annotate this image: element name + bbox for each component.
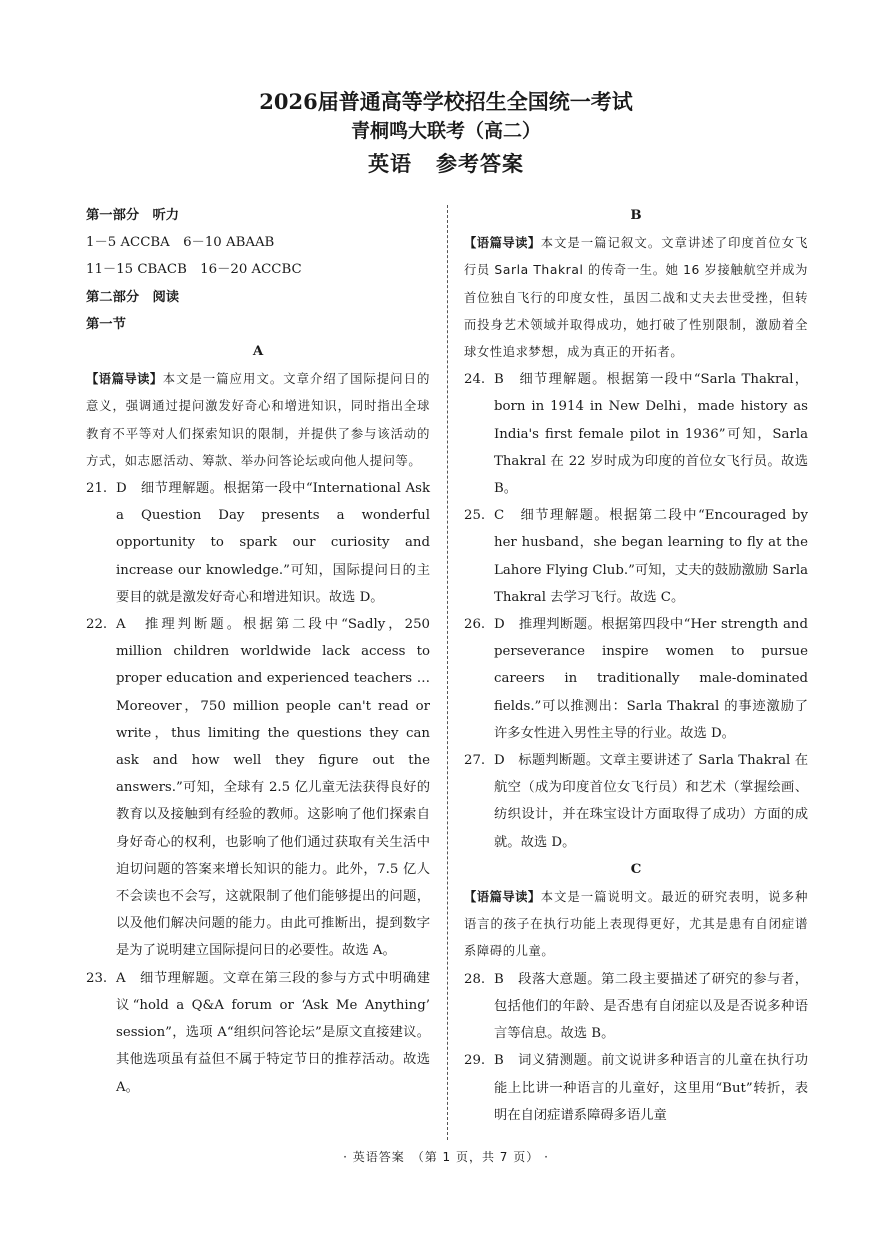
question-number: 24. [464,372,486,388]
listening-answers-2: 11－15 CBACB 16－20 ACCBC [86,262,302,278]
question-29 [464,1047,808,1129]
question-26 [464,611,808,747]
exam-title: 2026届普通高等学校招生全国统一考试 [259,89,633,114]
answer-text: B 段落大意题。第二段主要描述了研究的参与者，包括他们的年龄、是否患有自闭症以及是否说多种语言等信息。故选 B。 [494,971,808,1042]
passage-c-label: C [630,861,642,877]
guide-tag: 【语篇导读】 [464,889,541,905]
page-footer: · 英语答案 （第 1 页，共 7 页） · [343,1150,549,1164]
question-21 [86,475,430,611]
question-24 [464,366,808,502]
answer-text: B 细节理解题。根据第一段中“Sarla Thakral，born in 1914 in New Delhi，made history as India's first female pilot in 1936”可知，Sarla Thakral 在 22 岁时成为印度的首位女飞行员。故选 B。 [494,372,808,497]
section1-title: 第一节 [86,316,126,332]
right-column [464,202,808,1129]
subject-name: 英语 [368,151,412,176]
answer-text: C 细节理解题。根据第二段中“Encouraged by her husband，she began learning to fly at the Lahore Flying Club.”可知，丈夫的鼓励激励 Sarla Thakral 去学习飞行。故选 C。 [494,508,808,605]
question-number: 22. [86,617,108,633]
part2-title: 第二部分 阅读 [86,289,180,305]
guide-b-text: 本文是一篇记叙文。文章讲述了印度首位女飞行员 Sarla Thakral 的传奇一生。她 16 岁接触航空并成为首位独自飞行的印度女性，虽因二战和丈夫去世受挫，但转而投身艺术领域并取得成功，她打破了性别限制，激励着全球女性追求梦想，成为真正的开拓者。 [464,236,808,360]
answer-text: D 细节理解题。根据第一段中“International Ask a Question Day presents a wonderful opportunity to spark our curiosity and increase our knowledge.”可知，国际提问日的主要目的就是激发好奇心和增进知识。故选 D。 [116,481,430,605]
guide-tag: 【语篇导读】 [464,235,541,251]
question-number: 25. [464,508,486,524]
guide-b [464,229,808,366]
left-column [86,202,430,1101]
question-27 [464,747,808,856]
guide-tag: 【语篇导读】 [86,371,163,387]
question-23 [86,965,430,1101]
question-25 [464,502,808,611]
answer-text: D 推理判断题。根据第四段中“Her strength and perseverance inspire women to pursue careers in traditionally male-dominated fields.”可以推测出：Sarla Thakral 的事迹激励了许多女性进入男性主导的行业。故选 D。 [494,617,808,741]
guide-a-text: 本文是一篇应用文。文章介绍了国际提问日的意义，强调通过提问激发好奇心和增进知识，同时指出全球教育不平等对人们探索知识的限制，并提供了参与该活动的方式，如志愿活动、筹款、举办问答论坛或向他人提问等。 [86,372,430,468]
answer-text: A 细节理解题。文章在第三段的参与方式中明确建议“hold a Q&A forum or ‘Ask Me Anything’ session”，选项 A“组织问答论坛”是原文直接建议。其他选项虽有益但不属于特定节日的推荐活动。故选 A。 [116,970,430,1095]
guide-a [86,365,430,475]
passage-b-label: B [630,208,642,223]
subject-heading [0,148,892,178]
listening-answers-1: 1－5 ACCBA 6－10 ABAAB [86,235,275,251]
column-divider [447,205,448,1140]
question-28 [464,966,808,1048]
answer-key-label: 参考答案 [436,151,524,176]
answer-text: B 词义猜测题。前文说讲多种语言的儿童在执行功能上比讲一种语言的儿童好，这里用“But”转折，表明在自闭症谱系障碍多语儿童 [494,1053,808,1123]
answer-text: D 标题判断题。文章主要讲述了 Sarla Thakral 在航空（成为印度首位女飞行员）和艺术（掌握绘画、纺织设计，并在珠宝设计方面取得了成功）方面的成就。故选 D。 [494,753,808,850]
question-number: 29. [464,1053,486,1069]
guide-c-text: 本文是一篇说明文。最近的研究表明，说多种语言的孩子在执行功能上表现得更好，尤其是患有自闭症谱系障碍的儿童。 [464,890,808,959]
part1-title: 第一部分 听力 [86,208,180,223]
guide-c [464,883,808,966]
question-number: 28. [464,971,486,987]
question-number: 23. [86,970,108,986]
passage-a-label: A [252,344,264,360]
answer-text: A 推理判断题。根据第二段中“Sadly，250 million children worldwide lack access to proper education and experienced teachers … Moreover，750 million people can't read or write，thus limiting the questions they can ask and how well they figure out the answers.”可知，全球有 2.5 亿儿童无法获得良好的教育以及接触到有经验的教师。这影响了他们探索自身好奇心的权利，也影响了他们通过获取有关生活中迫切问题的答案来增长知识的能力。此外，7.5 亿人不会读也不会写，这就限制了他们能够提出的问题，以及他们解决问题的能力。由此可推断出，提到数字是为了说明建立国际提问日的必要性。故选 A。 [116,617,430,959]
question-number: 21. [86,481,108,497]
question-22 [86,611,430,965]
question-number: 26. [464,617,486,633]
question-number: 27. [464,753,486,769]
exam-subtitle: 青桐鸣大联考（高二） [350,120,541,142]
